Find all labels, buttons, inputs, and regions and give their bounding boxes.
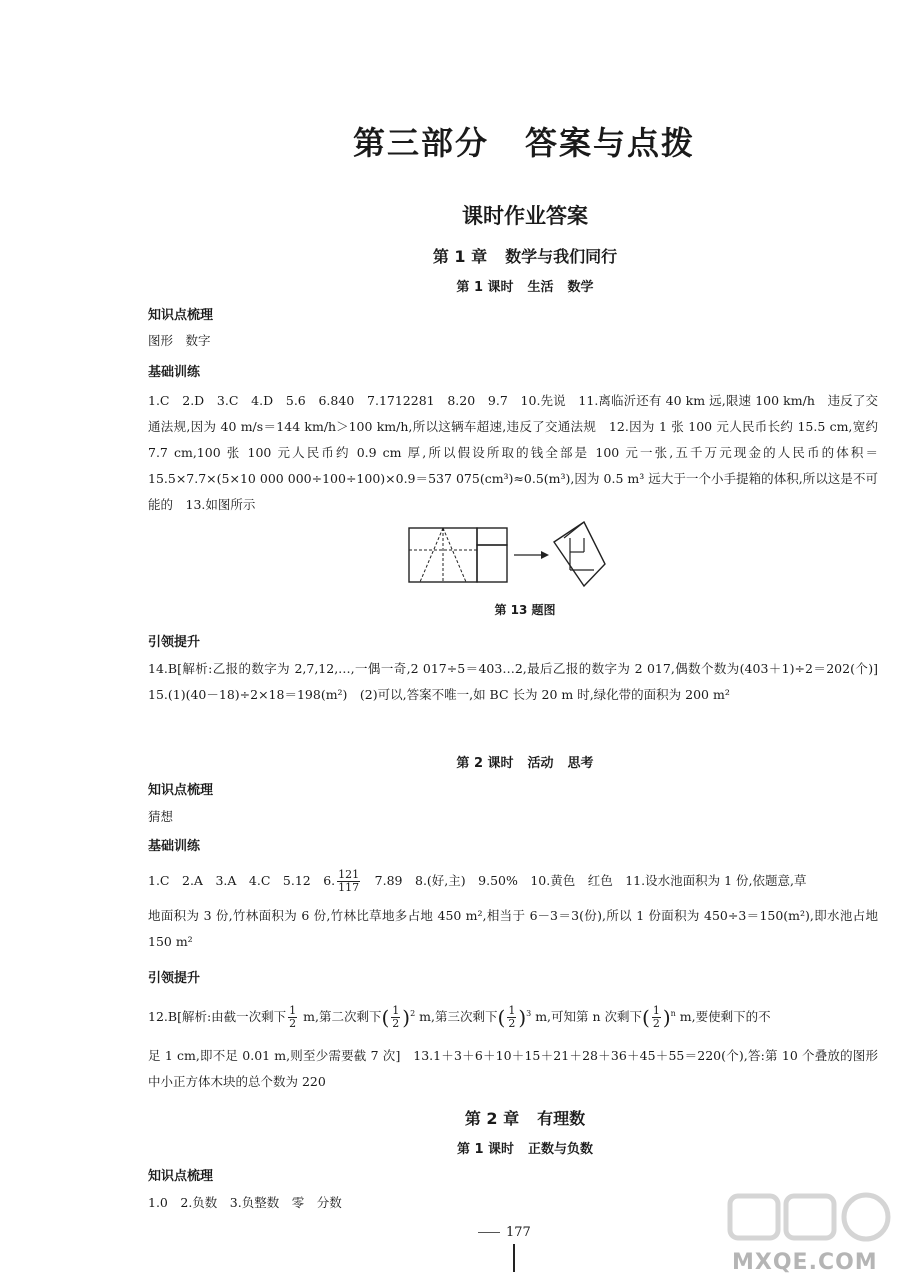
advanced-line-1: 12.B[解析:由截一次剩下 $\frac{1}{2}$ m,第二次剩下( $\frac{1}{2}$ )$^2$ m,第三次剩下( $\frac{1}{2}$ )$^3$ m,可知第 n 次剩下( $\frac{1}{2}$ )$^n$ m,要使剩下的不: [148, 1004, 771, 1030]
advanced-answers-2: 足 1 cm,即不足 0.01 m,则至少需要截 7 次] 13.1＋3＋6＋10＋15＋21＋28＋36＋45＋55＝220(个),答:第 10 个叠放的图形中小正方体木块的总个数为 220: [148, 1048, 878, 1089]
watermark-text: MXQE.COM: [732, 1250, 878, 1275]
knowledge-heading-3: 知识点梳理: [148, 1169, 214, 1184]
basic-training-heading-2: 基础训练: [148, 839, 201, 854]
fraction-121-117: $\frac{121}{117}$: [338, 868, 360, 894]
knowledge-answer-3: 1.0 2.负数 3.负整数 零 分数: [148, 1195, 342, 1210]
question-13-figure: [408, 520, 608, 596]
figure-caption: 第 13 题图: [494, 603, 556, 617]
basic-training-heading: 基础训练: [148, 365, 201, 380]
chapter-2-heading: 第 2 章 有理数: [464, 1109, 586, 1128]
advanced-heading-2: 引领提升: [148, 971, 201, 986]
knowledge-answer-2: 猜想: [148, 809, 174, 824]
basic-training-answers: 1.C 2.D 3.C 4.D 5.6 6.840 7.1712281 8.20 9.7 10.先说 11.离临沂还有 40 km 远,限速 100 km/h 违反了交通法规,因为 40 m/s＝144 km/h＞100 km/h,所以这辆车超速,违反了交通法规 12.因为 1 张 100 元人民币长约 15.5 cm,宽约7.7 cm,100 张 100 元人民币约 0.9 cm 厚,所以假设所取的钱全部是 100 元一张,五千万元现金的人民币的体积＝15.5×7.7×(5×10 000 000÷100÷100)×0.9＝537 075(cm³)≈0.5(m³),因为 0.5 m³ 远大于一个小手提箱的体积,所以这是不可能的 13.如图所示: [148, 393, 878, 512]
page-number: 177: [478, 1225, 531, 1240]
knowledge-heading: 知识点梳理: [148, 308, 214, 323]
chapter-2-lesson-1-heading: 第 1 课时 正数与负数: [456, 1142, 594, 1157]
advanced-heading: 引领提升: [148, 635, 201, 650]
lesson-1-heading: 第 1 课时 生活 数学: [456, 280, 594, 295]
section-title: 课时作业答案: [462, 204, 588, 228]
basic-training-answers-2: 地面积为 3 份,竹林面积为 6 份,竹林比草地多占地 450 m²,相当于 6－3＝3(份),所以 1 份面积为 450÷3＝150(m²),即水池占地 150 m²: [148, 908, 878, 949]
scan-mark: [513, 1244, 515, 1272]
advanced-answers: 14.B[解析:乙报的数字为 2,7,12,…,一偶一奇,2 017÷5＝403…2,最后乙报的数字为 2 017,偶数个数为(403＋1)÷2＝202(个)] 15.(1)(40－18)÷2×18＝198(m²) (2)可以,答案不唯一,如 BC 长为 20 m 时,绿化带的面积为 200 m²: [148, 661, 891, 702]
part-title: 第三部分 答案与点拨: [352, 124, 696, 162]
basic-training-line-1: 1.C 2.A 3.A 4.C 5.12 6. $\frac{121}{117}$ 7.89 8.(好,主) 9.50% 10.黄色 红色 11.设水池面积为 1 份,依题意,草: [148, 868, 807, 894]
chapter-1-heading: 第 1 章 数学与我们同行: [432, 247, 618, 266]
knowledge-heading-2: 知识点梳理: [148, 783, 214, 798]
lesson-2-heading: 第 2 课时 活动 思考: [456, 756, 594, 771]
knowledge-answer: 图形 数字: [148, 333, 211, 348]
